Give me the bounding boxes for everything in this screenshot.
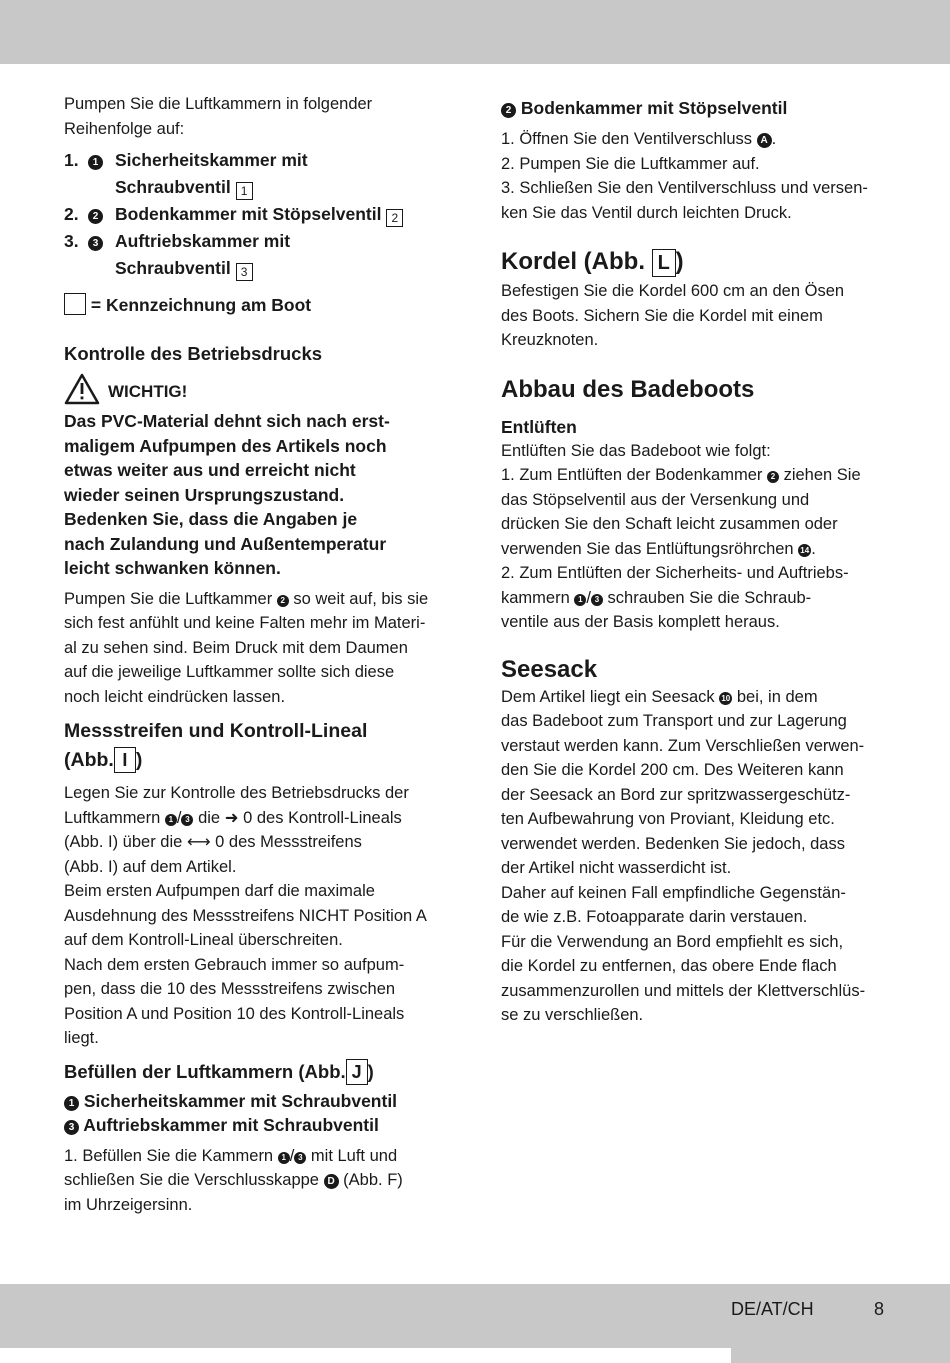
footer-region: DE/AT/CH — [731, 1299, 950, 1363]
figure-box-J: J — [346, 1059, 368, 1085]
arrow-right-icon: ➜ — [224, 808, 239, 827]
number-3-icon: 3 — [591, 594, 603, 606]
deflate-subheading: Entlüften — [501, 416, 577, 437]
dismantle-heading: Abbau des Badeboots — [501, 375, 755, 403]
intro-line-1: Pumpen Sie die Luftkammern in folgender — [64, 95, 373, 113]
letter-A-icon: A — [757, 133, 772, 148]
bottom-chamber-heading: 2 Bodenkammer mit Stöpselventil — [501, 96, 893, 121]
number-2-icon: 2 — [501, 103, 516, 118]
pressure-heading: Kontrolle des Betriebsdrucks — [64, 343, 323, 364]
number-1-icon: 1 — [64, 1096, 79, 1111]
fill-items: 1 Sicherheitskammer mit Schraubventil 3 Auftriebskammer mit Schraubventil — [64, 1089, 454, 1138]
bag-body: Dem Artikel liegt ein Seesack 10 bei, in dem das Badeboot zum Transport und zur Lagerung verstaut werden kann. Zum Verschließen verwen- den Sie die Kordel 200 cm. Des Weiteren kann der Seesack an Bord zur spritzwassergeschütz- ten Aufbewahrung von Proviant, Kleidung etc. verwendet werden. Bedenken Sie jedoch, dass der Artikel nicht wasserdicht ist. Daher auf keinen Fall empfindliche Gegenstän- de wie z.B. Fotoapparate darin verstauen. Für die Verwendung an Bord empfiehlt es sich, die Kordel zu entfernen, das obere Ende flach zusammenzurollen und mittels der Klettverschlüs- se zu verschließen. — [501, 687, 866, 1024]
cord-text: Befestigen Sie die Kordel 600 cm an den Ösen des Boots. Sichern Sie die Kordel mit einem Kreuzknoten. — [501, 282, 845, 349]
measure-body: Legen Sie zur Kontrolle des Betriebsdrucks der Luftkammern 1 / 3 die ➜ 0 des Kontroll-Lineals (Abb. I) über die ⟷ 0 des Messstreifens (Abb. I) auf dem Artikel. Beim ersten Aufpumpen darf die maximale Ausdehnung des Messstreifens NICHT Position A auf dem Kontroll-Lineal überschreiten. Nach dem ersten Gebrauch immer so aufpum- pen, dass die 10 des Messstreifens zwischen Position A und Position 10 des Kontroll-Lineals liegt. — [64, 784, 427, 1047]
marker-box-2: 2 — [386, 209, 403, 227]
marker-box-3: 3 — [236, 263, 253, 281]
sequence-item: 2. 2 Bodenkammer mit Stöpselventil 2 — [64, 201, 454, 228]
number-14-icon: 14 — [798, 544, 811, 557]
inflation-sequence — [64, 147, 454, 282]
marker-box-1: 1 — [236, 182, 253, 200]
sequence-item: 1. 1 Sicherheitskammer mit Schraubventil 1 — [64, 150, 308, 198]
warning — [64, 373, 454, 405]
figure-box-I: I — [114, 747, 136, 773]
number-2-icon: 2 — [88, 209, 103, 224]
number-2-icon: 2 — [277, 595, 289, 607]
number-3-icon: 3 — [88, 236, 103, 251]
bottom-chamber-steps: 1. Öffnen Sie den Ventilverschluss A . 2. Pumpen Sie die Luftkammer auf. 3. Schließen Sie den Ventilverschluss und versen- ken Sie das Ventil durch leichten Druck. — [501, 130, 868, 222]
number-3-icon: 3 — [181, 814, 193, 826]
warning-text: Das PVC-Material dehnt sich nach erst- maligem Aufpumpen des Artikels noch etwas weiter aus und erreicht nicht wieder seinen Ursprungszustand. Bedenken Sie, dass die Angaben je nach Zulandung und Außentemperatur leicht schwanken können. — [64, 411, 390, 578]
letter-D-icon: D — [324, 1174, 339, 1189]
header-bar — [0, 0, 950, 64]
measure-heading: Messstreifen und Kontroll-Lineal (Abb. I ) — [64, 720, 368, 771]
fill-body: 1. Befüllen Sie die Kammern 1 / 3 mit Luft und schließen Sie die Verschlusskappe D (Abb. F) im Uhrzeigersinn. — [64, 1146, 403, 1214]
legend: = Kennzeichnung am Boot — [64, 292, 454, 319]
number-1-icon: 1 — [278, 1152, 290, 1164]
dismantle-body: Entlüften Sie das Badeboot wie folgt: 1. Zum Entlüften der Bodenkammer 2 ziehen Sie das Stöpselventil aus der Versenkung und drücken Sie den Schaft leicht zusammen oder verwenden Sie das Entlüftungsröhrchen 14 . 2. Zum Entlüften der Sicherheits- und Auftriebs- kammern 1 / 3 schrauben Sie die Schraub- ventile aus der Basis komplett heraus. — [501, 441, 861, 631]
warning-label: WICHTIG! — [108, 382, 188, 401]
number-1-icon: 1 — [165, 814, 177, 826]
empty-box-icon — [64, 293, 86, 315]
right-column — [501, 96, 893, 1028]
number-1-icon: 1 — [88, 155, 103, 170]
sequence-item: 3. 3 Auftriebskammer mit Schraubventil 3 — [64, 231, 291, 279]
intro-line-2: Reihenfolge auf: — [64, 119, 185, 138]
pressure-body: Pumpen Sie die Luftkammer 2 so weit auf, bis sie sich fest anfühlt und keine Falten mehr im Materi- al zu sehen sind. Beim Druck mit dem Daumen auf die jeweilige Luftkammer sollte sich diese noch leicht eindrücken lassen. — [64, 589, 429, 706]
page-number: 8 — [874, 1299, 885, 1319]
double-arrow-icon: ⟷ — [186, 833, 211, 851]
number-10-icon: 10 — [719, 692, 732, 705]
figure-box-L: L — [652, 249, 676, 277]
number-1-icon: 1 — [574, 594, 586, 606]
bag-heading: Seesack — [501, 655, 598, 683]
number-2-icon: 2 — [767, 471, 779, 483]
fill-heading: Befüllen der Luftkammern (Abb. J ) — [64, 1059, 454, 1085]
cord-heading: Kordel (Abb. L ) — [501, 248, 684, 275]
number-3-icon: 3 — [64, 1120, 79, 1135]
warning-triangle-icon — [64, 373, 100, 405]
number-3-icon: 3 — [294, 1152, 306, 1164]
left-column — [64, 92, 454, 1217]
